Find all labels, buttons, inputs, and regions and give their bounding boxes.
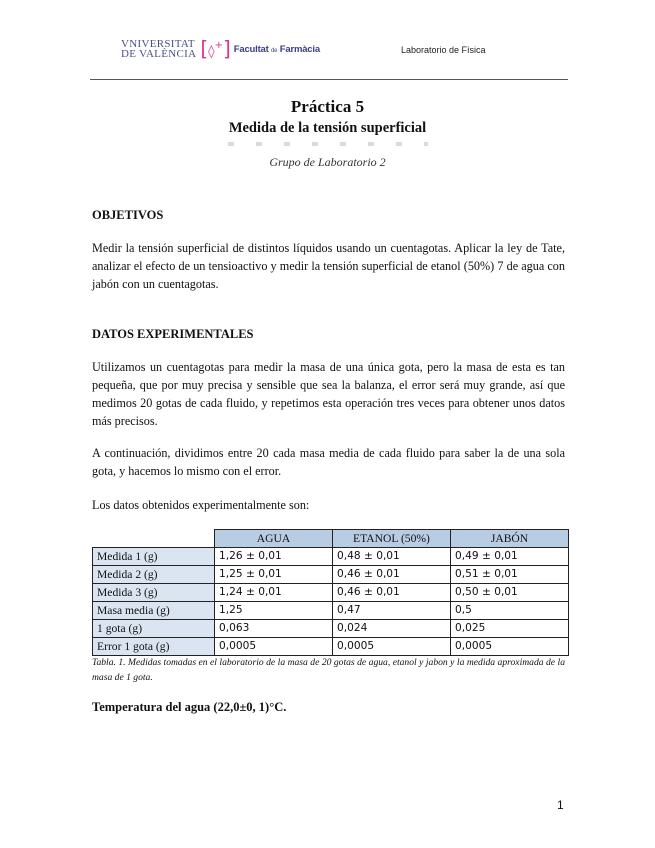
university-name: VNIVERSITAT DE VALÈNCIA [121, 38, 197, 61]
table-row [93, 638, 569, 656]
row-header: Medida 3 (g) [93, 584, 215, 602]
table-row [93, 584, 569, 602]
header-right-text: Laboratorio de Física [401, 45, 486, 55]
column-header: ETANOL (50%) [333, 530, 451, 548]
row-header: 1 gota (g) [93, 620, 215, 638]
table-row [93, 566, 569, 584]
table-corner [93, 530, 215, 548]
row-header: Masa media (g) [93, 602, 215, 620]
university-logo [121, 36, 320, 63]
column-header: JABÓN [451, 530, 569, 548]
objetivos-text: Medir la tensión superficial de distintos líquidos usando un cuentagotas. Aplicar la ley de Tate, analizar el efecto de un tensioactivo y medir la tensión superficial de etanol (50%) 7 de agua con jabón con un cuentagotas. [92, 241, 565, 291]
datos-paragraph-3: Los datos obtenidos experimentalmente son: [92, 498, 310, 512]
table-cell: 0,46 ± 0,01 [333, 584, 451, 602]
table-cell: 1,25 ± 0,01 [215, 566, 333, 584]
datos-paragraph-1: Utilizamos un cuentagotas para medir la masa de una única gota, pero la masa de esta es tan pequeña, que por muy precisa y sensible que sea la balanza, el error será muy grande, así que medimos 20 gotas de cada fluido, y repetimos esta operación tres veces para obtener unos datos más precisos. [92, 360, 565, 428]
column-header: AGUA [215, 530, 333, 548]
measurements-table [92, 529, 569, 656]
objetivos-heading: OBJETIVOS [92, 208, 164, 222]
table-cell: 1,24 ± 0,01 [215, 584, 333, 602]
row-header: Medida 1 (g) [93, 548, 215, 566]
table-cell: 0,48 ± 0,01 [333, 548, 451, 566]
table-row [93, 620, 569, 638]
table-row [93, 602, 569, 620]
table-cell: 0,50 ± 0,01 [451, 584, 569, 602]
page-number: 1 [557, 798, 564, 812]
row-header: Error 1 gota (g) [93, 638, 215, 656]
hidden-text-line [228, 142, 428, 146]
table-cell: 0,025 [451, 620, 569, 638]
water-temperature: Temperatura del agua (22,0±0, 1)°C. [92, 700, 287, 714]
table-caption: Tabla. 1. Medidas tomadas en el laboratorio de la masa de 20 gotas de agua, etanol y jabon y la medida aproximada de la masa de 1 gota. [92, 657, 565, 683]
header-divider [90, 79, 568, 80]
table-cell: 0,024 [333, 620, 451, 638]
table-cell: 0,46 ± 0,01 [333, 566, 451, 584]
row-header: Medida 2 (g) [93, 566, 215, 584]
table-header-row [93, 530, 569, 548]
faculty-emblem-icon: [◊+] [200, 36, 231, 61]
table-cell: 0,51 ± 0,01 [451, 566, 569, 584]
table-cell: 0,0005 [451, 638, 569, 656]
table-cell: 0,5 [451, 602, 569, 620]
practice-subtitle: Medida de la tensión superficial [228, 120, 427, 136]
table-cell: 0,47 [333, 602, 451, 620]
table-cell: 1,26 ± 0,01 [215, 548, 333, 566]
table-cell: 0,063 [215, 620, 333, 638]
table-cell: 0,49 ± 0,01 [451, 548, 569, 566]
table-cell: 0,0005 [333, 638, 451, 656]
practice-title: Práctica 5 [290, 97, 365, 116]
table-row [93, 548, 569, 566]
group-label: Grupo de Laboratorio 2 [269, 155, 386, 169]
page-header [90, 30, 568, 80]
table-cell: 1,25 [215, 602, 333, 620]
faculty-name: Facultat de Farmàcia [233, 43, 320, 55]
datos-heading: DATOS EXPERIMENTALES [92, 327, 254, 341]
datos-paragraph-2: A continuación, dividimos entre 20 cada masa media de cada fluido para saber la de una sola gota, y hacemos lo mismo con el error. [92, 446, 565, 478]
table-cell: 0,0005 [215, 638, 333, 656]
